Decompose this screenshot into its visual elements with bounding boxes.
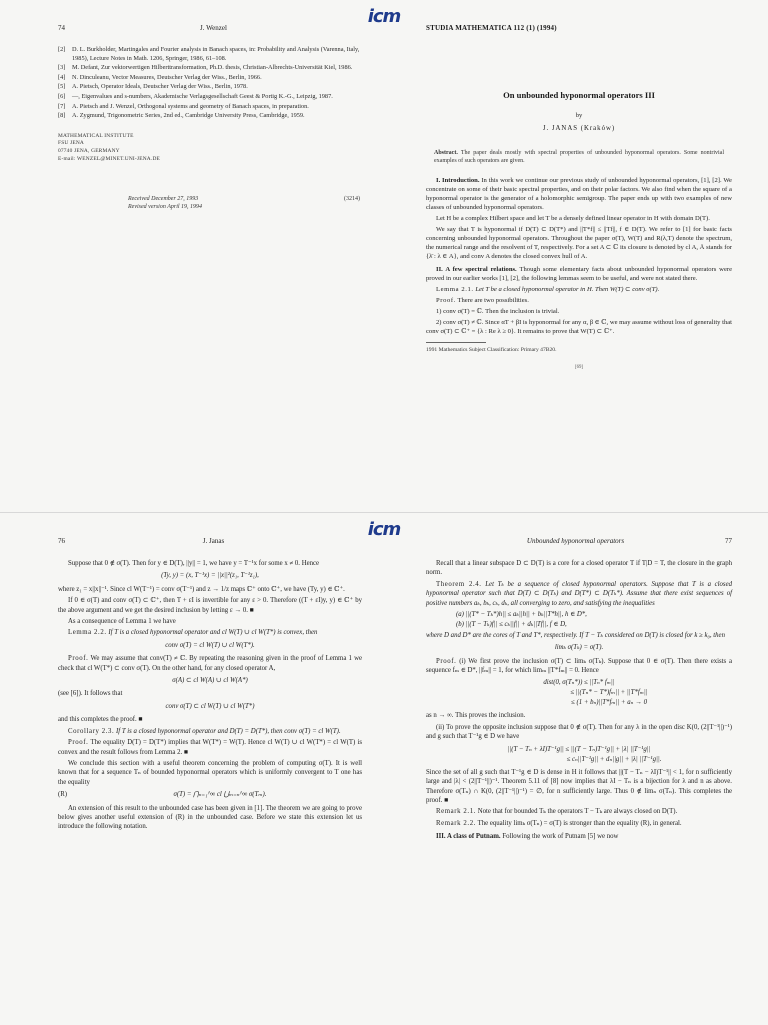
article-body: I. Introduction. In this work we continue our previous study of unbounded hyponormal operators, [1], [2]. We concentrate on some of their basic spectral properties, and on their polar factors. We also find when the square of a hyponormal operator is the generator of a holomorphic semigroup. The paper ends up with two examples of new classes of unbounded hyponormal operators. Let H be a complex Hilbert space and let T be a densely defined linear operator in H with domain D(T). We say that T is hyponormal if D(T) ⊂ D(T*) and ||T*f|| ≤ ||Tf||, f ∈ D(T). We refer to [1] for basic facts concerning unbounded hyponormal operators. Throughout the paper σ(T), W(T) and R(λ,T) denote the spectrum, the numerical range and the resolvent of T, respectively. For a set A ⊂ ℂ its closure is denoted by cl A, Ā stands for {λ̄ : λ ∈ A}, and conv A denotes the closed convex hull of A. II. A few spectral relations. Though some elementary facts about unbounded hyponormal operators were proved in our earlier works [1], [2], the following lemmas seem to be useful, and were not stated there. Lemma 2.1. Let T be a closed hyponormal operator in H. Then W(T) ⊂ conv σ(T). Proof. There are two possibilities. 1) conv σ(T) = ℂ. Then the inclusion is trivial. 2) conv σ(T) ≠ ℂ. Since αT + βI is hyponormal for any α, β ∈ ℂ, we may assume without loss of generality that conv σ(T) ⊂ ℂ⁺ = {λ : Re λ ≥ 0}. It remains to prove that W(T) ⊂ ℂ⁺. — [426, 176, 732, 335]
reference-item: [7] A. Pietsch and J. Wenzel, Orthogonal systems and geometry of Banach spaces, in preparation. — [58, 102, 309, 110]
equation-block: ||(T − Tₙ + λI)T⁻¹g|| ≤ ||(T − Tₙ)T⁻¹g|| + |λ| ||T⁻¹g|| ≤ cₙ||T⁻¹g|| + dₙ||g|| + |λ| ||T⁻¹g||. — [507, 745, 662, 763]
icm-logo: icm — [367, 519, 401, 540]
received-date: Received December 27, 1993 — [128, 196, 199, 203]
equation: limₖ σ(Tₖ) = σ(T). — [554, 644, 604, 652]
reference-item: [4] N. Dinculeanu, Vector Measures, Deutscher Verlag der Wiss., Berlin, 1966. — [58, 73, 262, 81]
journal-header: STUDIA MATHEMATICA 112 (1) (1994) — [426, 24, 557, 32]
page-76 — [0, 513, 384, 1025]
author-address: MATHEMATICAL INSTITUTE FSU JENA 07740 JENA, GERMANY E-mail: WENZEL@MINET.UNI-JENA.DE — [58, 132, 161, 162]
top-spread — [0, 0, 768, 512]
equation-R: (R) σ(T) = ⋂ₙ₌₁^∞ cl ⋃ₘ₌ₙ^∞ σ(Tₘ). — [58, 791, 267, 799]
footnote: 1991 Mathematics Subject Classification: Primary 47B20. — [426, 346, 557, 353]
equation: (Ty, y) = (x, T⁻¹x) = ||x||²(z₁, T⁻¹z₁), — [161, 572, 259, 580]
page-number: 76 — [58, 537, 65, 545]
abstract: Abstract. The paper deals mostly with spectral properties of unbounded hyponormal operators. Some nontrivial examples of such operators are given. — [434, 150, 724, 164]
footnote-rule — [426, 342, 486, 343]
equation: σ(A) ⊂ cl W(A) ∪ cl W(A*) — [172, 677, 248, 685]
reference-item: [3] M. Defant, Zur vektorwertigen Hilberttransformation, Ph.D. thesis, Christian-Albrechts-Universität Kiel, 1986. — [58, 64, 353, 72]
icm-logo: icm — [367, 6, 401, 27]
running-head: J. Janas — [202, 537, 225, 545]
running-header — [58, 24, 362, 32]
author-name: J. JANAS (Kraków) — [542, 125, 616, 132]
equation: conv σ(T) ⊂ cl W(T) ∪ cl W(T*) — [165, 702, 255, 710]
reference-item: [2] D. L. Burkholder, Martingales and Fourier analysis in Banach spaces, in: Probability and Analysis (Varenna, Italy, 1985), Lecture Notes in Math. 1206, Springer, 1986, 61–108. — [58, 46, 360, 62]
page-74 — [0, 0, 384, 512]
running-header — [426, 537, 732, 545]
page-mark: [69] — [575, 364, 583, 370]
section-heading: I. Introduction. — [436, 176, 480, 184]
article-body: Suppose that 0 ∉ σ(T). Then for y ∈ D(T), ||y|| = 1, we have y = T⁻¹x for some x ≠ 0. Hence (Ty, y) = (x, T⁻¹x) = ||x||²(z₁, T⁻¹z₁), where z₁ = x||x||⁻¹. Since cl W(T⁻¹) = conv σ(T⁻¹) and z → 1/z maps ℂ⁺ onto ℂ⁺, we have (Ty, y) ∈ ℂ⁺. If 0 ∈ σ(T) and conv σ(T) ⊂ ℂ⁺, then T + εI is invertible for any ε > 0. Therefore ((T + εI)y, y) ∈ ℂ⁺ by the above argument and we get the desired inclusion by letting ε → 0. ■ As a consequence of Lemma 1 we have Lemma 2.2. If T is a closed hyponormal operator and cl W(T) ∪ cl W(T*) is convex, then conv σ(T) = cl W(T) ∪ cl W(T*). Proof. We may assume that conv(T) ≠ ℂ. By repeating the reasoning given in the proof of Lemma 1 we check that cl W(T*) ⊂ conv σ(T). On the other hand, for any closed operator A, σ(A) ⊂ cl W(A) ∪ cl W(A*) (see [6]). It follows that conv σ(T) ⊂ cl W(T) ∪ cl W(T*) and this completes the proof. ■ Corollary 2.3. If T is a closed hyponormal operator and D(T) = D(T*), then conv σ(T) = cl W(T). Proof. The equality D(T) = D(T*) implies that W(T*) = W(T). Hence cl W(T) ∪ cl W(T*) = cl W(T) is convex and the result follows from Lemma 2. ■ We conclude this section with a useful theorem concerning the problem of computing σ(T). It is well known that for a sequence Tₙ of bounded hyponormal operators which is uniformly convergent to T one has the equality (R) σ(T) = ⋂ₙ₌₁^∞ cl ⋃ₘ₌ₙ^∞ σ(Tₘ). An extension of this result to the unbounded case has been given in [1]. The theorem we are going to prove below gives another useful extension of (R) in the unbounded case. Before we state this extension let us introduce the following notation. — [58, 560, 362, 831]
section-heading: II. A few spectral relations. — [436, 265, 517, 273]
inequality-b: (b) ||(T − Tₖ)f|| ≤ cₖ||f|| + dₖ||Tf||, f ∈ D, — [456, 621, 567, 629]
reference-item: [6] —, Eigenvalues and s-numbers, Akademische Verlagsgesellschaft Geest & Portig K.-G., Leipzig, 1987. — [58, 92, 333, 100]
bottom-spread — [0, 512, 768, 1025]
section-heading: III. A class of Putnam. — [436, 833, 501, 841]
running-header — [58, 537, 362, 545]
reference-list — [58, 46, 362, 121]
page-number: 77 — [725, 537, 732, 545]
received-dates — [58, 195, 362, 211]
page-number: 74 — [58, 24, 65, 32]
equation: conv σ(T) = cl W(T) ∪ cl W(T*). — [165, 641, 255, 649]
equation-block: dist(0, σ(Tₙ*)) ≤ ||Tₙ* fₘ|| ≤ ||(Tₙ* − T*)fₘ|| + ||T*fₘ|| ≤ (1 + bₙ)||T*fₘ|| + aₙ → 0 — [543, 679, 648, 707]
running-head: J. Wenzel — [200, 24, 227, 32]
paper-code: (3214) — [344, 196, 360, 203]
page-69 — [384, 0, 768, 512]
running-head: Unbounded hyponormal operators — [526, 537, 625, 545]
page-77 — [384, 513, 768, 1025]
reference-item: [8] A. Zygmund, Trigonometric Series, 2nd ed., Cambridge University Press, Cambridge, 1959. — [58, 112, 305, 120]
article-title: On unbounded hyponormal operators III — [503, 90, 655, 100]
inequality-a: (a) ||(T* − Tₖ*)h|| ≤ aₖ||h|| + bₖ||T*h||, h ∈ D*, — [456, 611, 587, 619]
revised-date: Revised version April 19, 1994 — [128, 204, 203, 211]
byline: by — [575, 112, 583, 119]
article-body: Recall that a linear subspace D ⊂ D(T) is a core for a closed operator T if T|D = T, the closure in the graph norm. Theorem 2.4. Let Tₖ be a sequence of closed hyponormal operators. Suppose that T is a closed hyponormal operator such that D(T) ⊂ D(Tₖ) and D(T*) ⊂ D(Tₖ*). Assume that there exist sequences of positive numbers aₖ, bₖ, cₖ, dₖ, all converging to zero, and satisfying the inequalities (a) ||(T* − Tₖ*)h|| ≤ aₖ||h|| + bₖ||T*h||, h ∈ D*, (b) ||(T − Tₖ)f|| ≤ cₖ||f|| + dₖ||Tf||, f ∈ D, where D and D* are the cores of T and T*, respectively. If T − Tₖ considered on D(T) is closed for k ≥ k₀, then limₖ σ(Tₖ) = σ(T). Proof. (i) We first prove the inclusion σ(T) ⊂ limₖ σ(Tₖ). Suppose that 0 ∈ σ(T). Then there exists a sequence fₘ ∈ D*, ||fₘ|| = 1, for which limₘ ||T*fₘ|| = 0. Hence dist(0, σ(Tₙ*)) ≤ ||Tₙ* fₘ|| ≤ ||(Tₙ* − T*)fₘ|| + ||T*fₘ|| ≤ (1 + bₙ)||T*fₘ|| + aₙ → 0 as n → ∞. This proves the inclusion. (ii) To prove the opposite inclusion suppose that 0 ∉ σ(T). Then for any λ in the open disc K(0, (2||T⁻¹||)⁻¹) and g such that T⁻¹g ∈ D we have ||(T − Tₙ + λI)T⁻¹g|| ≤ ||(T − Tₙ)T⁻¹g|| + |λ| ||T⁻¹g|| ≤ cₙ||T⁻¹g|| + dₙ||g|| + |λ| ||T⁻¹g||. Since the set of all g such that T⁻¹g ∈ D is dense in H it follows that ||(T − Tₙ − λI)T⁻¹|| < 1, for n sufficiently large and |λ| < (2||T⁻¹||)⁻¹. Theorem 5.11 of [8] now implies that λI − Tₙ is a bijection for λ and n as above. Therefore σ(Tₙ) ∩ K(0, (2||T⁻¹||)⁻¹) = ∅, for n sufficiently large. Thus 0 ∉ limₙ σ(Tₙ). This completes the proof. ■ Remark 2.1. Note that for bounded Tₖ the operators T − Tₖ are always closed on D(T). Remark 2.2. The equality limₖ σ(Tₙ) = σ(T) is stronger than the equality (R), in general. III. A class of Putnam. Following the work of Putnam [5] we now — [426, 560, 733, 841]
reference-item: [5] A. Pietsch, Operator Ideals, Deutscher Verlag der Wiss., Berlin, 1978. — [58, 83, 248, 91]
